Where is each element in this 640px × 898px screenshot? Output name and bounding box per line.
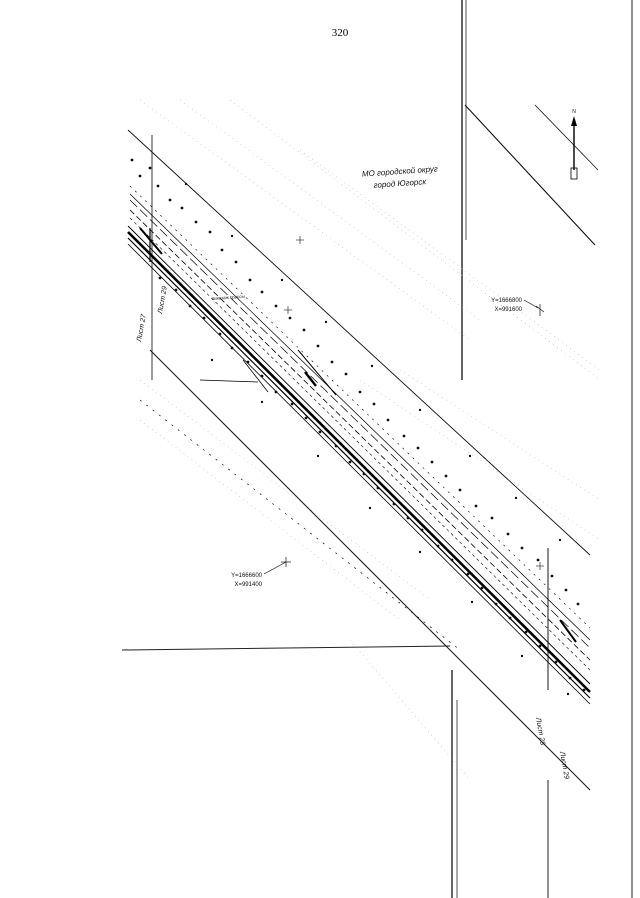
north-arrow-icon — [571, 109, 577, 179]
page-number: 320 — [331, 27, 349, 39]
coordinate-x-2: X=991400 — [234, 582, 262, 588]
corridor-boundaries — [128, 105, 598, 790]
sheet-label-upper-left-a: Лист 27 — [136, 313, 148, 343]
sheet-label-lower-right-a: Лист 29 — [558, 751, 570, 780]
north-arrow-letter: N — [572, 109, 576, 115]
municipality-label-line2: город Югорск — [373, 177, 427, 190]
coordinate-y-2: Y=1666600 — [231, 573, 262, 579]
coordinate-y-1: Y=1666800 — [491, 298, 522, 304]
background-grid — [140, 100, 600, 780]
cross-marks — [284, 236, 544, 570]
coordinate-mark-1 — [491, 298, 544, 316]
coordinate-mark-2 — [231, 557, 291, 588]
sheet-label-lower-right-b: Лист 28 — [534, 717, 546, 746]
sheet-label-upper-left-b: Лист 29 — [157, 285, 169, 315]
corridor-annotation: пикетаж трассы — [211, 293, 245, 301]
frame-lines — [122, 0, 632, 898]
coordinate-x-1: X=991600 — [494, 307, 522, 313]
municipality-label-line1: МО городской округ — [361, 164, 439, 179]
point-symbols — [131, 159, 586, 696]
